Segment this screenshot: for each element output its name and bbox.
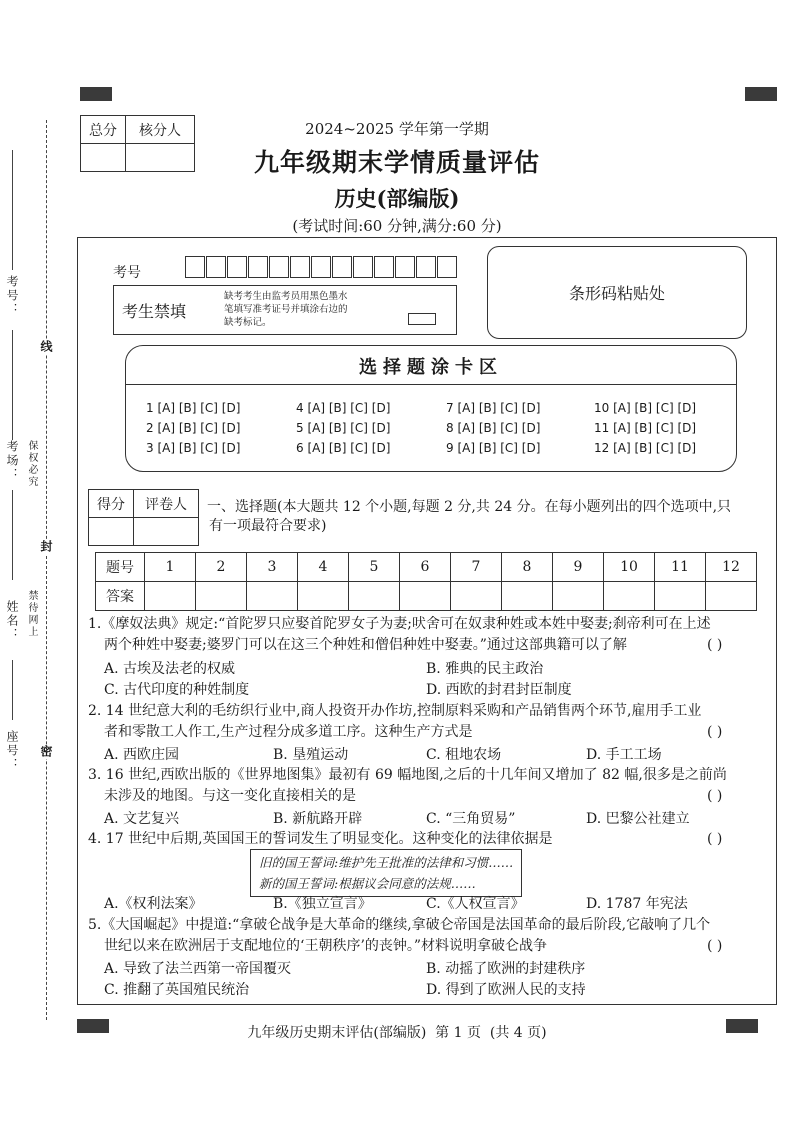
question-5-option-b: B. 动摇了欧洲的封建秩序 (426, 961, 586, 977)
line-char: 线 (39, 340, 53, 354)
exam-info: (考试时间:60 分钟,满分:60 分) (292, 217, 502, 235)
cut-line (46, 120, 47, 1020)
dense-char: 密 (39, 745, 53, 759)
answer-grid-num: 3 (247, 553, 298, 582)
question-3-answer-bracket[interactable]: ( ) (707, 788, 723, 804)
rights-note: 保权必究 (26, 440, 37, 488)
answer-grid-num: 2 (196, 553, 247, 582)
question-3-option-d: D. 巴黎公社建立 (586, 811, 690, 827)
answer-cell[interactable] (298, 582, 349, 611)
question-4-option-a: A.《权利法案》 (104, 896, 203, 912)
answer-cell[interactable] (502, 582, 553, 611)
question-4-quote-new: 新的国王誓词:根据议会同意的法规…… (259, 876, 476, 891)
answer-bubble-9[interactable]: 9 [A] [B] [C] [D] (446, 441, 541, 455)
exam-no-label: 考号： (5, 275, 19, 317)
question-2-line-2: 者和零散工人作工,生产过程分成多道工序。这种生产方式是 (104, 724, 473, 740)
question-1-option-b: B. 雅典的民主政治 (426, 661, 544, 677)
answer-grid-num: 6 (400, 553, 451, 582)
question-5-answer-bracket[interactable]: ( ) (707, 938, 723, 954)
answer-bubble-12[interactable]: 12 [A] [B] [C] [D] (594, 441, 697, 455)
alignment-mark-top-right (745, 87, 777, 101)
alignment-mark-top-left (80, 87, 112, 101)
section-grader-cell[interactable] (134, 518, 199, 546)
answer-card-title: 选择题涂卡区 (359, 357, 503, 378)
question-2-option-c: C. 租地农场 (426, 747, 502, 763)
section1-instruction-line-2: 有一项最符合要求) (209, 518, 327, 534)
question-5-option-c: C. 推翻了英国殖民统治 (104, 982, 250, 998)
question-5-option-a: A. 导致了法兰西第一帝国覆灭 (104, 961, 292, 977)
exam-no-grid[interactable] (185, 256, 457, 278)
answer-cell[interactable] (451, 582, 502, 611)
name-line (12, 490, 13, 580)
question-4-quote-box (250, 849, 522, 897)
forbidden-note-line-3: 缺考标记。 (224, 317, 272, 328)
answer-grid-num: 9 (553, 553, 604, 582)
answer-bubble-10[interactable]: 10 [A] [B] [C] [D] (594, 401, 697, 415)
answer-cell[interactable] (655, 582, 706, 611)
question-1-option-a: A. 古埃及法老的权威 (104, 661, 236, 677)
page-footer: 九年级历史期末评估(部编版) 第 1 页 (共 4 页) (247, 1025, 547, 1041)
section-grader-label: 评卷人 (134, 490, 199, 518)
barcode-label: 条形码粘贴处 (568, 284, 665, 303)
total-score-label: 总分 (81, 116, 126, 144)
answer-cell[interactable] (145, 582, 196, 611)
question-2-option-b: B. 垦殖运动 (273, 747, 349, 763)
question-4-option-b: B.《独立宣言》 (273, 896, 372, 912)
question-3-line-2: 未涉及的地图。与这一变化直接相关的是 (104, 788, 356, 804)
answer-grid-num: 8 (502, 553, 553, 582)
question-4-answer-bracket[interactable]: ( ) (707, 831, 723, 847)
question-4-quote-old: 旧的国王誓词:维护先王批准的法律和习惯…… (259, 855, 514, 870)
absence-mark-box[interactable] (408, 313, 436, 325)
question-3-line-1: 3. 16 世纪,西欧出版的《世界地图集》最初有 69 幅地图,之后的十几年间又增加了 82 幅,很多是之前尚 (88, 767, 727, 783)
seat-line (12, 660, 13, 720)
subject-title: 历史(部编版) (334, 186, 460, 211)
question-3-option-a: A. 文艺复兴 (104, 811, 180, 827)
section-score-label: 得分 (89, 490, 134, 518)
question-5-option-d: D. 得到了欧洲人民的支持 (426, 982, 586, 998)
question-3-option-c: C. “三角贸易” (426, 811, 516, 827)
question-1-option-d: D. 西欧的封君封臣制度 (426, 682, 572, 698)
answer-bubble-11[interactable]: 11 [A] [B] [C] [D] (594, 421, 697, 435)
question-2-answer-bracket[interactable]: ( ) (707, 724, 723, 740)
score-checker-label: 核分人 (126, 116, 195, 144)
forbidden-note-line-1: 缺考考生由监考员用黑色墨水 (224, 291, 348, 302)
seal-char: 封 (39, 540, 53, 554)
answer-grid-num: 5 (349, 553, 400, 582)
question-2-option-d: D. 手工工场 (586, 747, 662, 763)
answer-bubble-4[interactable]: 4 [A] [B] [C] [D] (296, 401, 391, 415)
answer-grid-num: 10 (604, 553, 655, 582)
question-2-line-1: 2. 14 世纪意大利的毛纺织行业中,商人投资开办作坊,控制原料采购和产品销售两个环节,雇用手工业 (88, 703, 702, 719)
question-3-option-b: B. 新航路开辟 (273, 811, 363, 827)
answer-cell[interactable] (400, 582, 451, 611)
answer-cell[interactable] (247, 582, 298, 611)
question-4-line-1: 4. 17 世纪中后期,英国国王的誓词发生了明显变化。这种变化的法律依据是 (88, 831, 553, 847)
section-score-cell[interactable] (89, 518, 134, 546)
question-5-line-1: 5.《大国崛起》中提道:“拿破仑战争是大革命的继续,拿破仑帝国是法国革命的最后阶段,它敲响了几个 (88, 917, 711, 933)
forbidden-label: 考生禁填 (122, 302, 187, 321)
section1-instruction-line-1: 一、选择题(本大题共 12 个小题,每题 2 分,共 24 分。在每小题列出的四个选项中,只 (207, 499, 732, 515)
question-1-line-1: 1.《摩奴法典》规定:“首陀罗只应娶首陀罗女子为妻;吠舍可在奴隶种姓或本姓中娶妻;刹帝利可在上述 (88, 616, 711, 632)
question-1-option-c: C. 古代印度的种姓制度 (104, 682, 250, 698)
answer-grid-answer-label: 答案 (96, 582, 145, 611)
exam-no-label-main: 考号 (113, 265, 141, 281)
answer-grid-num: 4 (298, 553, 349, 582)
answer-grid-header-label: 题号 (96, 553, 145, 582)
answer-grid (95, 552, 757, 611)
answer-grid-num: 11 (655, 553, 706, 582)
answer-cell[interactable] (349, 582, 400, 611)
answer-bubble-8[interactable]: 8 [A] [B] [C] [D] (446, 421, 541, 435)
answer-bubble-3[interactable]: 3 [A] [B] [C] [D] (146, 441, 241, 455)
question-1-answer-bracket[interactable]: ( ) (707, 637, 723, 653)
answer-bubble-2[interactable]: 2 [A] [B] [C] [D] (146, 421, 241, 435)
exam-room-line (12, 330, 13, 440)
question-1-line-2: 两个种姓中娶妻;婆罗门可以在这三个种姓和僧侣种姓中娶妻。”通过这部典籍可以了解 (104, 637, 627, 653)
section1-score-box (88, 489, 199, 546)
answer-bubble-5[interactable]: 5 [A] [B] [C] [D] (296, 421, 391, 435)
semester-text: 2024~2025 学年第一学期 (305, 120, 489, 138)
question-4-option-d: D. 1787 年宪法 (586, 896, 688, 912)
forbidden-note (224, 290, 348, 329)
answer-cell[interactable] (553, 582, 604, 611)
question-2-option-a: A. 西欧庄园 (104, 747, 180, 763)
seat-label: 座号： (5, 730, 19, 772)
question-5-line-2: 世纪以来在欧洲居于支配地位的‘王朝秩序’的丧钟。”材料说明拿破仑战争 (104, 938, 548, 954)
page-title: 九年级期末学情质量评估 (253, 148, 540, 177)
question-4-option-c: C.《人权宣言》 (426, 896, 525, 912)
answer-grid-num: 7 (451, 553, 502, 582)
answer-bubble-7[interactable]: 7 [A] [B] [C] [D] (446, 401, 541, 415)
answer-card-divider (125, 384, 737, 385)
exam-room-label: 考场： (5, 440, 19, 482)
no-answer-note: 禁待网上 (26, 590, 37, 638)
answer-bubble-1[interactable]: 1 [A] [B] [C] [D] (146, 401, 241, 415)
answer-cell[interactable] (196, 582, 247, 611)
answer-grid-num: 12 (706, 553, 757, 582)
answer-cell[interactable] (604, 582, 655, 611)
answer-bubble-6[interactable]: 6 [A] [B] [C] [D] (296, 441, 391, 455)
name-label: 姓名： (5, 600, 19, 642)
forbidden-note-line-2: 笔填写准考证号并填涂右边的 (224, 304, 348, 315)
answer-cell[interactable] (706, 582, 757, 611)
answer-grid-num: 1 (145, 553, 196, 582)
